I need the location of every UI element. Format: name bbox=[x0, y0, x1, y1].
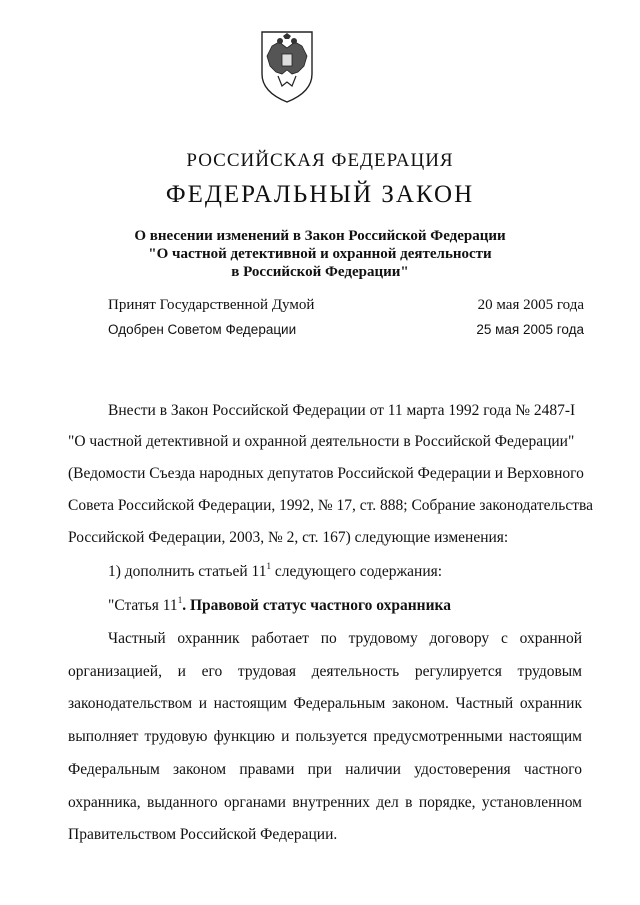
body-text-line: Внести в Закон Российской Федерации от 11 марта 1992 года № 2487-I bbox=[108, 402, 576, 419]
body-text-line: Частный охранник работает по трудовому договору с охранной bbox=[108, 630, 582, 647]
law-subject-line: в Российской Федерации" bbox=[231, 264, 409, 280]
body-text-line: Федеральным законом правами при наличии удостоверения частного bbox=[68, 761, 582, 778]
amendment-item-text: следующего содержания: bbox=[270, 563, 443, 580]
superscript: 1 bbox=[266, 561, 271, 571]
superscript: 1 bbox=[177, 595, 183, 605]
body-text-line: Правительством Российской Федерации. bbox=[68, 826, 338, 843]
law-subject-line: О внесении изменений в Закон Российской Федерации bbox=[134, 228, 506, 244]
amendment-item bbox=[108, 563, 442, 581]
body-text-line: выполняет трудовую функцию и пользуется предусмотренными настоящим bbox=[68, 728, 582, 745]
country-heading: РОССИЙСКАЯ ФЕДЕРАЦИЯ bbox=[186, 150, 454, 171]
body-text-line: организацией, и его трудовая деятельность регулируется трудовым bbox=[68, 663, 582, 680]
council-approval-label: Одобрен Советом Федерации bbox=[108, 322, 297, 337]
body-text-line: охранника, выданного органами внутренних дел в порядке, установленном bbox=[68, 794, 582, 811]
coat-of-arms-icon bbox=[258, 30, 316, 104]
article-heading bbox=[108, 597, 451, 615]
body-text-line: "О частной детективной и охранной деятельности в Российской Федерации" bbox=[68, 433, 575, 450]
article-number: "Статья 11 bbox=[108, 597, 178, 614]
article-title: . Правовой статус частного охранника bbox=[182, 597, 451, 614]
body-text-line: законодательством и настоящим Федеральным законом. Частный охранник bbox=[68, 695, 582, 712]
body-text-line: Совета Российской Федерации, 1992, № 17, ст. 888; Собрание законодательства bbox=[68, 497, 593, 514]
amendment-item-text: 1) дополнить статьей 11 bbox=[108, 563, 267, 580]
law-type-heading: ФЕДЕРАЛЬНЫЙ ЗАКОН bbox=[165, 181, 475, 208]
council-approval-date: 25 мая 2005 года bbox=[476, 322, 584, 337]
duma-adoption-date: 20 мая 2005 года bbox=[477, 297, 584, 313]
law-subject-line: "О частной детективной и охранной деятельности bbox=[148, 246, 492, 262]
body-text-line: Российской Федерации, 2003, № 2, ст. 167) следующие изменения: bbox=[68, 529, 509, 546]
body-text-line: (Ведомости Съезда народных депутатов Российской Федерации и Верховного bbox=[68, 465, 584, 482]
duma-adoption-label: Принят Государственной Думой bbox=[108, 297, 315, 313]
